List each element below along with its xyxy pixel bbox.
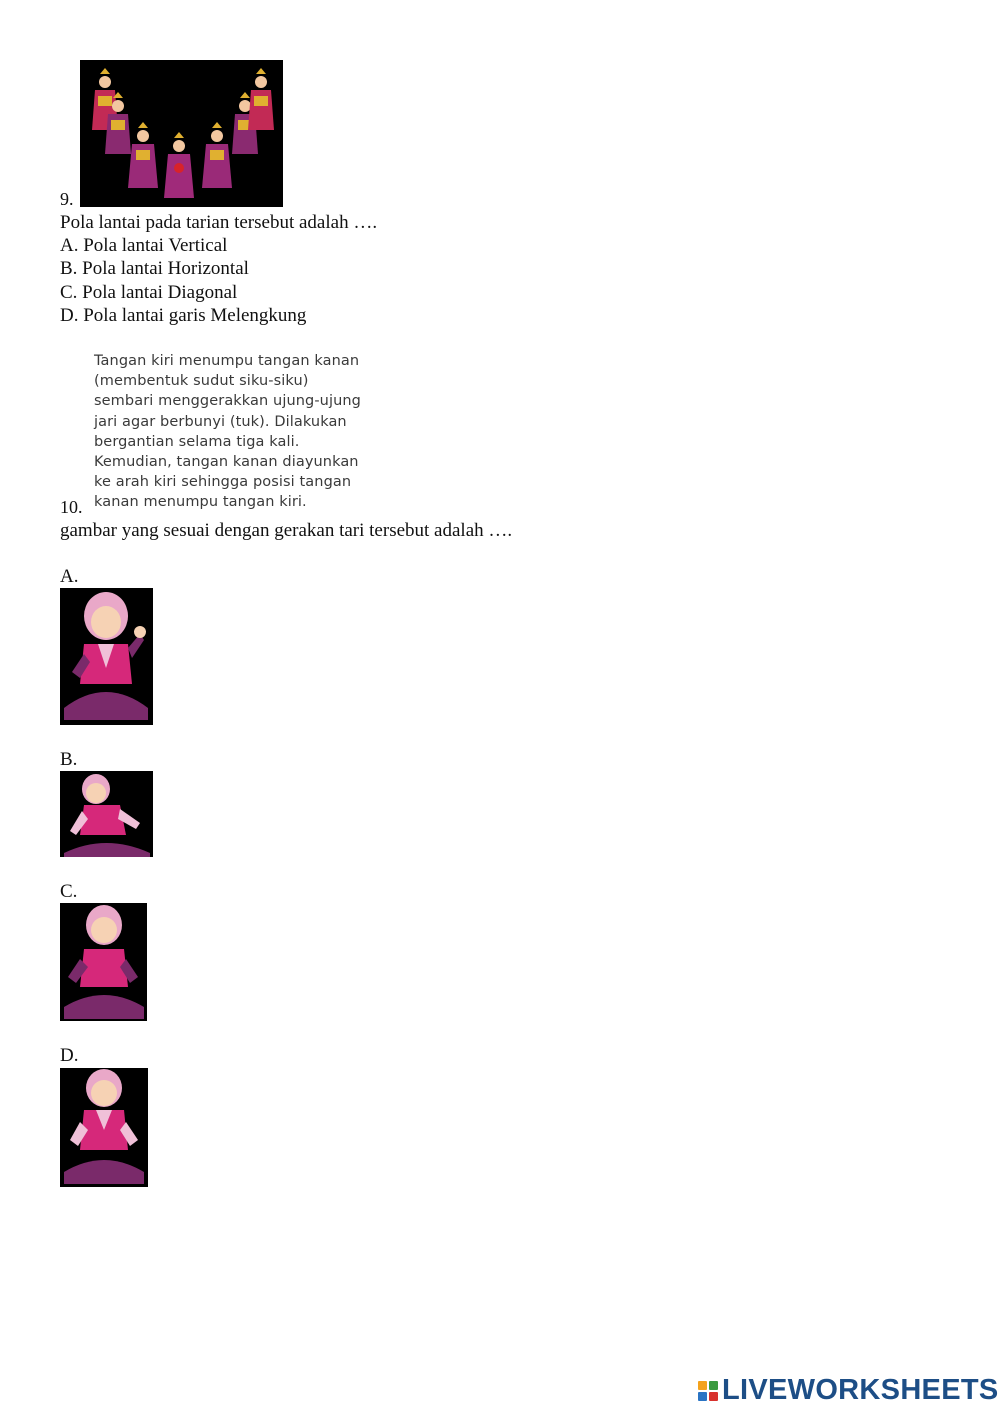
q9-option-a[interactable]: A. Pola lantai Vertical [60, 235, 228, 256]
q10-option-d-label: D. [60, 1045, 79, 1066]
girl-sitting-illustration [60, 903, 147, 1021]
q10-option-b-label: B. [60, 749, 78, 770]
q9-option-b[interactable]: B. Pola lantai Horizontal [60, 258, 249, 279]
girl-sitting-illustration [60, 588, 153, 725]
q10-option-a-image[interactable] [60, 588, 153, 725]
liveworksheets-logo-text: LIVEWORKSHEETS [722, 1374, 999, 1406]
girl-sitting-illustration [60, 771, 153, 857]
q10-option-c-image[interactable] [60, 903, 147, 1021]
q9-option-d[interactable]: D. Pola lantai garis Melengkung [60, 305, 307, 326]
q10-question: gambar yang sesuai dengan gerakan tari tersebut adalah …. [60, 520, 513, 541]
q10-option-c-label: C. [60, 881, 78, 902]
q9-question: Pola lantai pada tarian tersebut adalah …. [60, 212, 378, 233]
q10-option-d-image[interactable] [60, 1068, 148, 1187]
q9-number: 9. [60, 189, 74, 209]
q10-number: 10. [60, 497, 83, 517]
q9-option-c[interactable]: C. Pola lantai Diagonal [60, 282, 238, 303]
q9-dancers-image [80, 60, 283, 207]
q10-option-a-label: A. [60, 566, 79, 587]
dancers-illustration [80, 60, 283, 207]
q10-passage: Tangan kiri menumpu tangan kanan (membentuk sudut siku-siku) sembari menggerakkan ujung-ujung jari agar berbunyi (tuk). Dilakukan bergantian selama tiga kali. Kemudian, tangan kanan diayunkan ke arah kiri sehingga posisi tangan kanan menumpu tangan kiri. [94, 353, 361, 511]
q10-option-b-image[interactable] [60, 771, 153, 857]
girl-sitting-illustration [60, 1068, 148, 1187]
dancer-figure [92, 68, 274, 198]
liveworksheets-logo-icon [698, 1380, 722, 1404]
